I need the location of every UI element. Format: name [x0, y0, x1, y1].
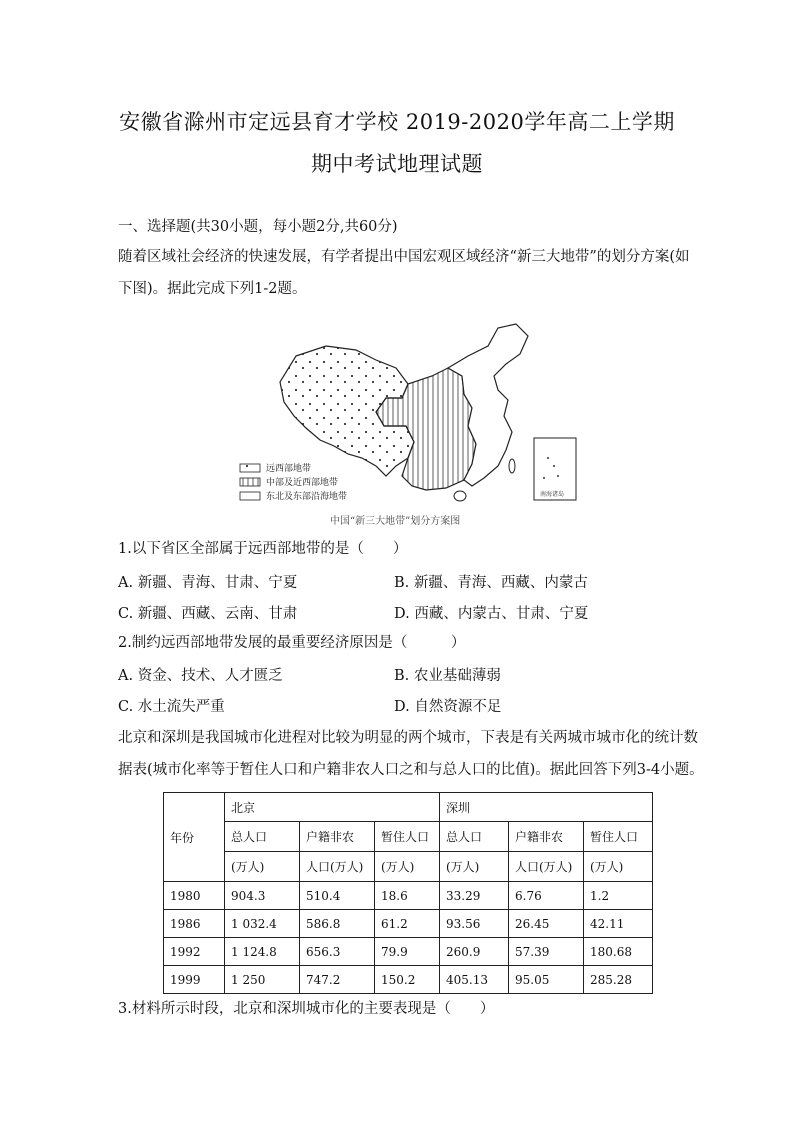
table-cell: 586.8: [300, 910, 375, 938]
table-cell: 1 032.4: [225, 910, 300, 938]
legend-east: 东北及东部沿海地带: [266, 492, 348, 502]
intro-line2: 下图)。据此完成下列1-2题。: [118, 281, 307, 297]
subheader-top: 户籍非农: [509, 822, 584, 852]
table-cell: 1.2: [584, 882, 653, 910]
subheader-bottom: (万人): [225, 852, 300, 882]
table-cell: 42.11: [584, 910, 653, 938]
table-cell: 1980: [164, 882, 225, 910]
legend-swatch-east: [240, 492, 260, 500]
table-cell: 405.13: [440, 966, 509, 994]
q2-option-d: D. 自然资源不足: [394, 699, 502, 715]
page-title-line2: 期中考试地理试题: [311, 152, 483, 176]
table-row: [164, 938, 653, 966]
table-cell: 57.39: [509, 938, 584, 966]
subheader-top: 暂住人口: [584, 822, 653, 852]
table-cell: 93.56: [440, 910, 509, 938]
table-cell: 18.6: [375, 882, 440, 910]
legend-swatch-central: [240, 478, 260, 486]
q2-option-a: A. 资金、技术、人才匮乏: [118, 668, 283, 684]
table-cell: 656.3: [300, 938, 375, 966]
subheader-bottom: (万人): [375, 852, 440, 882]
table-cell: 904.3: [225, 882, 300, 910]
section-heading: 一、选择题(共30小题，每小题2分,共60分): [118, 219, 398, 235]
table-row: [164, 882, 653, 910]
q2-option-b: B. 农业基础薄弱: [394, 668, 501, 684]
table-cell: 1 124.8: [225, 938, 300, 966]
table-row: [164, 966, 653, 994]
q2-stem: 2.制约远西部地带发展的最重要经济原因是（ ）: [118, 635, 466, 651]
map-caption: 中国“新三大地带”划分方案图: [330, 516, 461, 527]
inset-label: 南海诸岛: [540, 491, 565, 498]
legend-swatch-far-west: [240, 464, 260, 472]
table-cell: 1986: [164, 910, 225, 938]
table-row: [164, 910, 653, 938]
legend-central: 中部及近西部地带: [266, 478, 339, 488]
q1-option-b: B. 新疆、青海、西藏、内蒙古: [394, 575, 588, 591]
table-cell: 260.9: [440, 938, 509, 966]
table-cell: 6.76: [509, 882, 584, 910]
urbanization-table: [163, 792, 653, 994]
table-cell: 61.2: [375, 910, 440, 938]
china-map: [236, 316, 565, 530]
table-cell: 747.2: [300, 966, 375, 994]
q1-stem: 1.以下省区全部属于远西部地带的是（ ）: [118, 541, 408, 557]
table-cell: 150.2: [375, 966, 440, 994]
table-cell: 33.29: [440, 882, 509, 910]
intro2-line1: 北京和深圳是我国城市化进程对比较为明显的两个城市，下表是有关两城市城市化的统计数: [118, 730, 698, 746]
q1-option-c: C. 新疆、西藏、云南、甘肃: [118, 606, 298, 622]
table-cell: 1992: [164, 938, 225, 966]
subheader-top: 总人口: [225, 822, 300, 852]
table-cell: 26.45: [509, 910, 584, 938]
subheader-top: 暂住人口: [375, 822, 440, 852]
subheader-bottom: (万人): [440, 852, 509, 882]
q2-option-c: C. 水土流失严重: [118, 699, 225, 715]
table-cell: 1999: [164, 966, 225, 994]
beijing-header: 北京: [225, 793, 440, 822]
legend-far-west: 远西部地带: [266, 464, 312, 474]
shenzhen-header: 深圳: [440, 793, 653, 822]
subheader-top: 户籍非农: [300, 822, 375, 852]
q3-stem: 3.材料所示时段，北京和深圳城市化的主要表现是（ ）: [118, 1001, 495, 1017]
intro-line1: 随着区域社会经济的快速发展，有学者提出中国宏观区域经济“新三大地带”的划分方案(如: [118, 249, 690, 265]
subheader-bottom: (万人): [584, 852, 653, 882]
year-header: 年份: [164, 793, 225, 882]
subheader-bottom: 人口(万人): [509, 852, 584, 882]
table-cell: 1 250: [225, 966, 300, 994]
q1-option-d: D. 西藏、内蒙古、甘肃、宁夏: [394, 606, 589, 622]
table-cell: 510.4: [300, 882, 375, 910]
table-cell: 79.9: [375, 938, 440, 966]
table-cell: 285.28: [584, 966, 653, 994]
table-cell: 95.05: [509, 966, 584, 994]
table-cell: 180.68: [584, 938, 653, 966]
q1-option-a: A. 新疆、青海、甘肃、宁夏: [118, 575, 298, 591]
subheader-bottom: 人口(万人): [300, 852, 375, 882]
subheader-top: 总人口: [440, 822, 509, 852]
intro2-line2: 据表(城市化率等于暂住人口和户籍非农人口之和与总人口的比值)。据此回答下列3-4小题。: [118, 762, 704, 778]
china-map-figure: [236, 316, 565, 530]
page-title-line1: 安徽省滁州市定远县育才学校 2019-2020学年高二上学期: [119, 110, 675, 134]
